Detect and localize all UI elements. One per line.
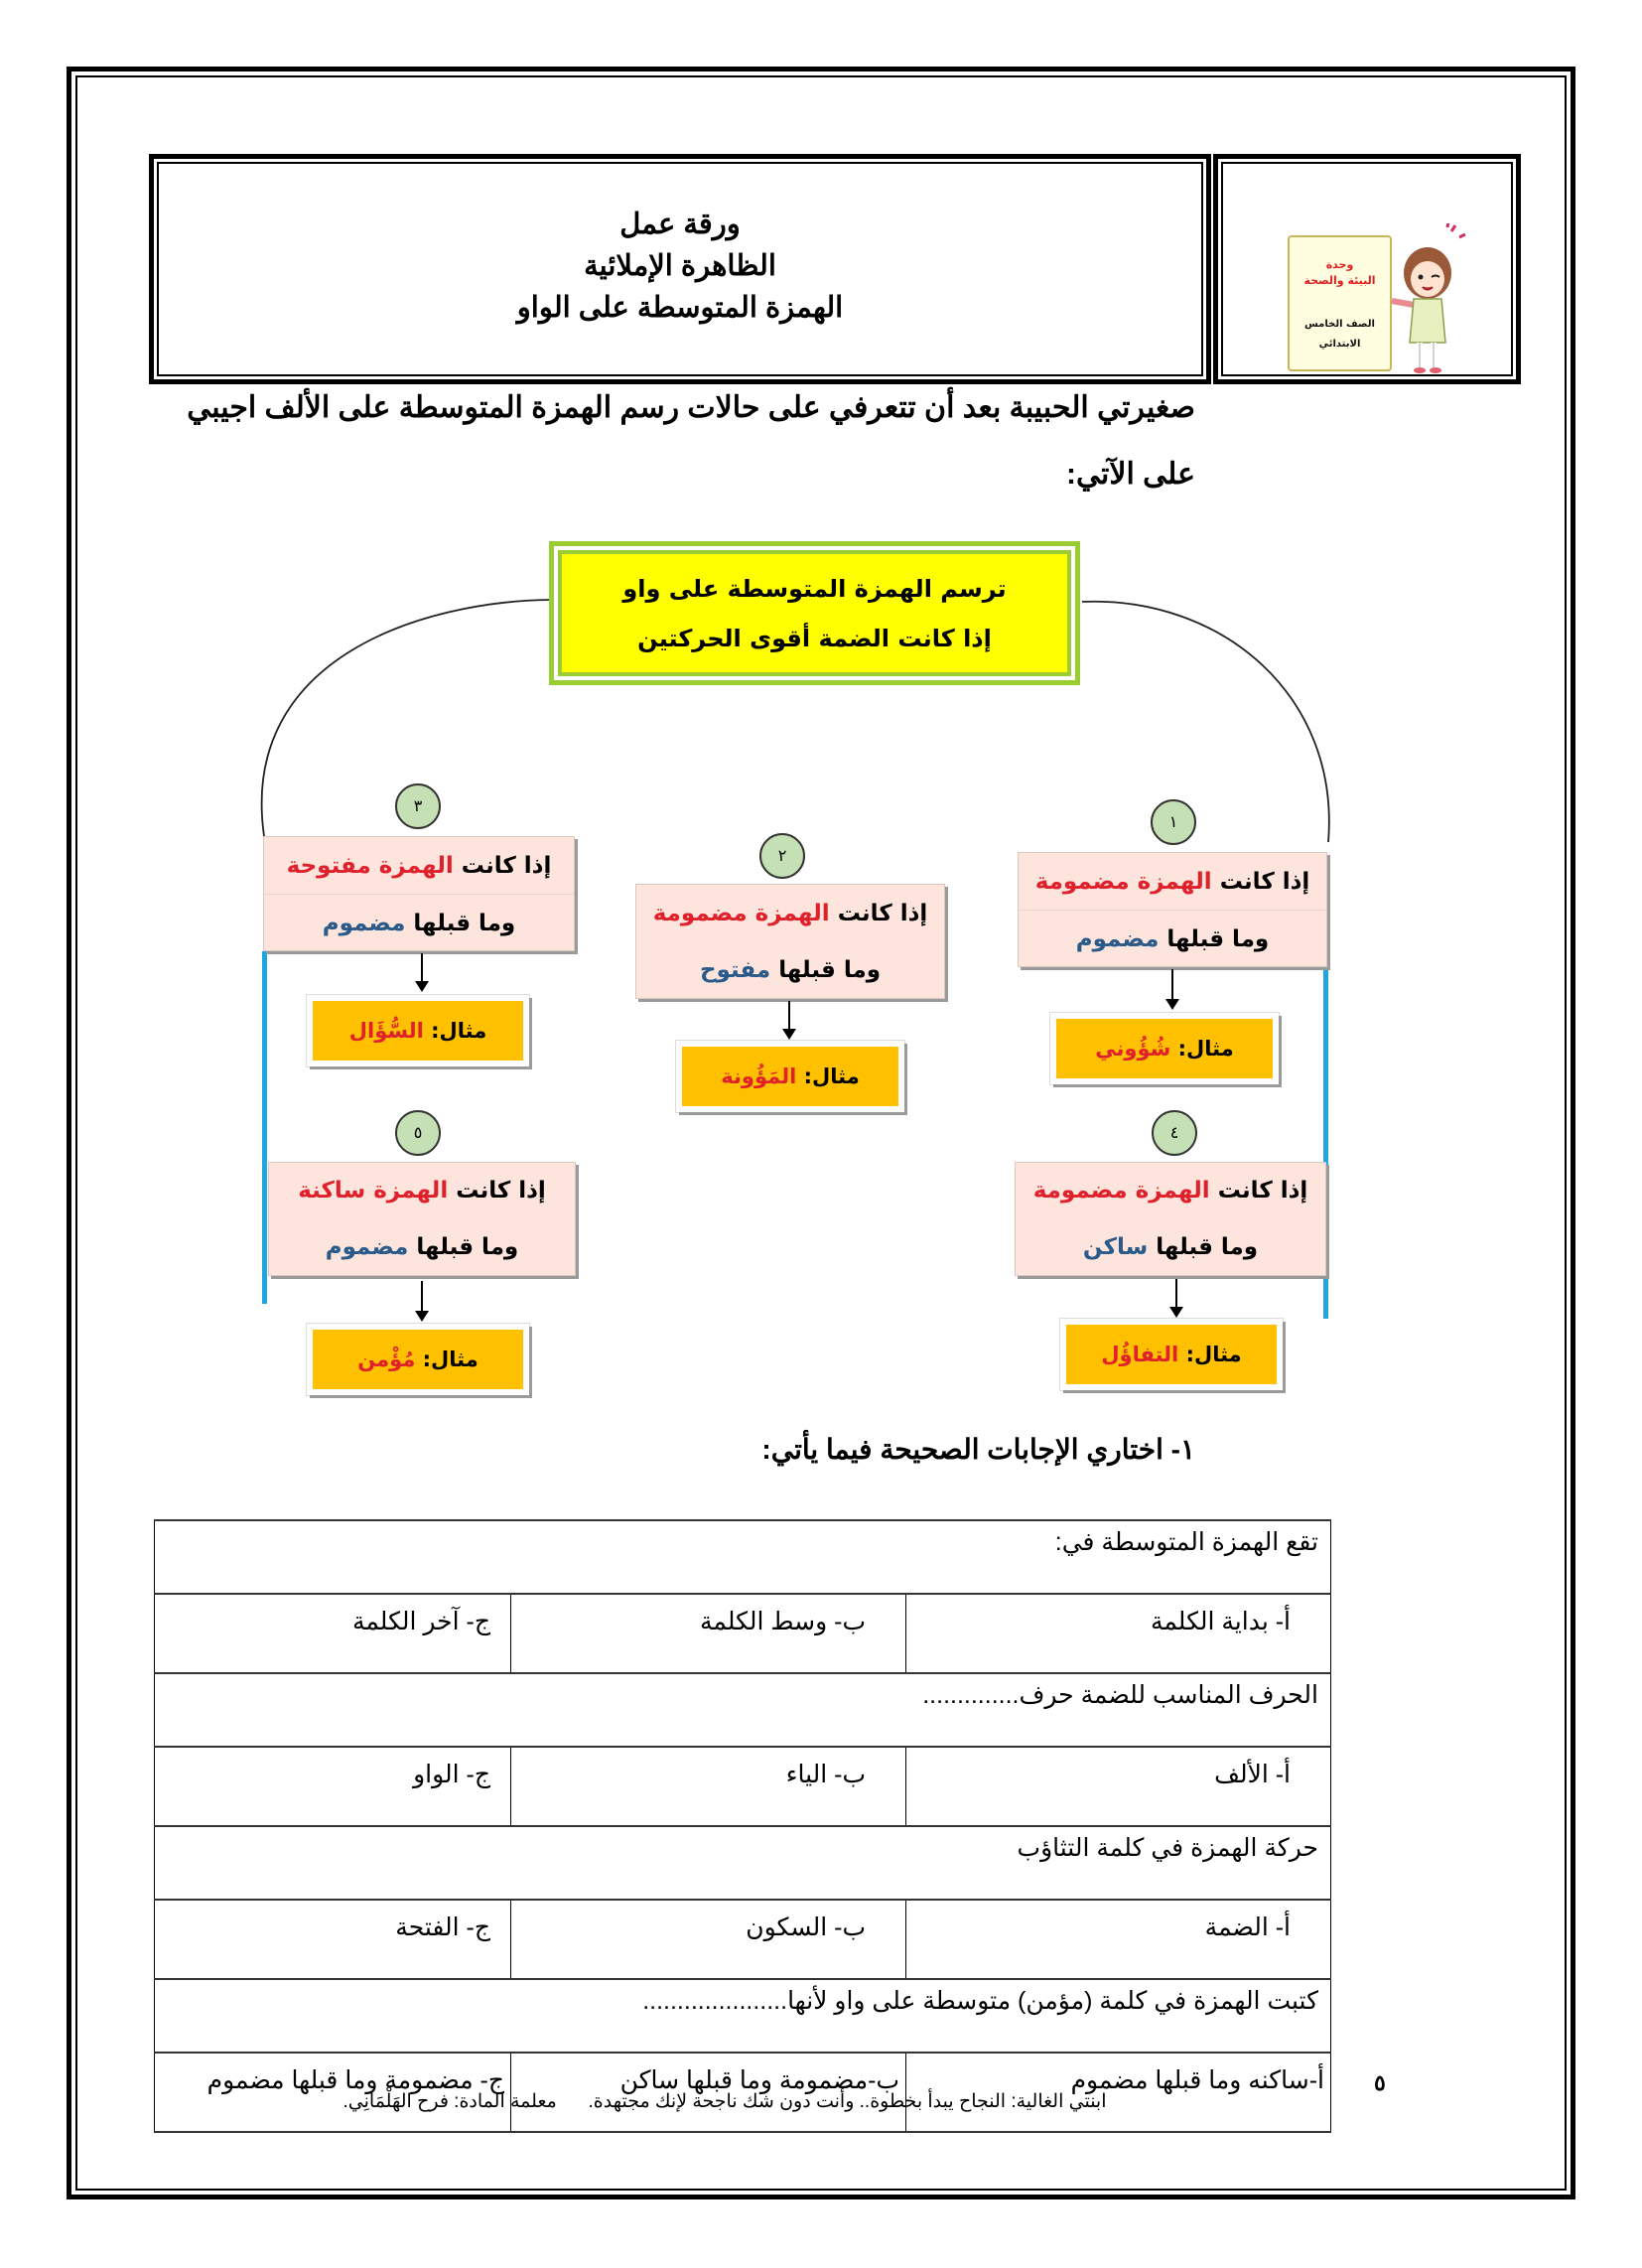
rule-prefix: إذا كانت (1217, 1178, 1308, 1205)
intro-line-1: صغيرتي الحبيبة بعد أن تتعرفي على حالات رسم الهمزة المتوسطة على الألف اجيبي (187, 391, 1195, 424)
example-word: شُؤُوني (1095, 1037, 1171, 1061)
case-2-rule-box (635, 884, 945, 999)
arrow-down-icon (1165, 999, 1179, 1010)
preceding-state: مضموم (322, 910, 406, 936)
question-text: كتبت الهمزة في كلمة (مؤمن) متوسطة على واو لأنها..................... (155, 1979, 1331, 2053)
grade-level: الابتدائي (1318, 339, 1361, 350)
hamza-state: الهمزة مضمومة (652, 900, 830, 926)
unit-label: وحدة (1325, 258, 1354, 271)
preceding-state: ساكن (1082, 1233, 1149, 1260)
options-row (155, 1594, 1331, 1673)
example-word: التفاؤُل (1101, 1343, 1179, 1366)
option-c[interactable]: ج- الواو (155, 1747, 511, 1826)
case-2-arrow (788, 1001, 790, 1031)
topic-title: الظاهرة الإملائية (584, 250, 776, 282)
option-a[interactable]: أ- الألف (906, 1747, 1331, 1826)
lesson-title: الهمزة المتوسطة على الواو (516, 292, 844, 324)
multiple-choice-table (154, 1519, 1331, 2133)
teacher-credit: معلمة المادة: فرح الهَلْمَانِي. (342, 2091, 557, 2112)
hamza-state: الهمزة ساكنة (298, 1178, 449, 1205)
question-row (155, 1979, 1331, 2053)
option-c[interactable]: ج- آخر الكلمة (155, 1594, 511, 1673)
question-row (155, 1673, 1331, 1747)
case-4-number-badge: ٤ (1152, 1110, 1197, 1156)
rule-before-prefix: وما قبلها (1166, 925, 1270, 952)
case-2-example-box (676, 1041, 904, 1112)
exercise-heading: ١- اختاري الإجابات الصحيحة فيما يأتي: (761, 1434, 1195, 1465)
example-label: مثال: (1177, 1037, 1234, 1061)
footer-note (199, 2090, 1251, 2113)
hamza-state: الهمزة مفتوحة (286, 852, 454, 879)
intro-line-2: على الآتي: (1066, 458, 1195, 491)
option-b[interactable]: ب-مضمومة وما قبلها ساكن (511, 2053, 906, 2132)
preceding-state: مفتوح (699, 956, 771, 983)
question-text: الحرف المناسب للضمة حرف.............. (155, 1673, 1331, 1747)
example-label: مثال: (803, 1064, 860, 1088)
case-3-rule-box (263, 836, 575, 951)
question-row (155, 1520, 1331, 1594)
rule-prefix: إذا كانت (461, 852, 552, 879)
example-word: المَؤُونة (721, 1064, 797, 1088)
case-1-arrow (1171, 969, 1173, 1001)
hamza-state: الهمزة مضمومة (1034, 868, 1212, 895)
case-2-number-badge: ٢ (759, 833, 805, 879)
hamza-state: الهمزة مضمومة (1032, 1178, 1210, 1205)
case-3-number-badge: ٣ (395, 783, 441, 829)
footer-message: ابنتي الغالية: النجاح يبدأ بخطوة.. وأنت دون شك ناجحة لإنك مجتهدة. (588, 2091, 1107, 2112)
right-arc (1082, 602, 1329, 842)
option-a[interactable]: أ- الضمة (906, 1900, 1331, 1979)
case-1-rule-box (1018, 852, 1327, 967)
main-rule-line-1: ترسم الهمزة المتوسطة على واو (622, 575, 1007, 603)
arrow-down-icon (1169, 1307, 1183, 1318)
question-text: تقع الهمزة المتوسطة في: (155, 1520, 1331, 1594)
grade-label: الصف الخامس (1304, 319, 1375, 330)
case-5-rule-box (268, 1162, 576, 1276)
option-b[interactable]: ب- وسط الكلمة (511, 1594, 906, 1673)
option-c[interactable]: ج- الفتحة (155, 1900, 511, 1979)
preceding-state: مضموم (325, 1233, 409, 1260)
case-1-number-badge: ١ (1151, 799, 1196, 845)
options-row (155, 1900, 1331, 1979)
main-rule-line-2: إذا كانت الضمة أقوى الحركتين (637, 625, 992, 652)
option-b[interactable]: ب- الياء (511, 1747, 906, 1826)
rule-prefix: إذا كانت (456, 1178, 546, 1205)
rule-prefix: إذا كانت (837, 900, 928, 926)
example-word: مُؤْمن (357, 1347, 416, 1371)
unit-name: البيئة والصحة (1303, 274, 1376, 287)
arrow-down-icon (415, 981, 429, 992)
left-blue-connector (262, 951, 267, 1304)
rule-prefix: إذا كانت (1219, 868, 1310, 895)
example-label: مثال: (422, 1347, 479, 1371)
example-word: السُّؤَال (348, 1019, 424, 1043)
case-3-arrow (421, 953, 423, 983)
option-a[interactable]: أ- بداية الكلمة (906, 1594, 1331, 1673)
case-5-number-badge: ٥ (395, 1110, 441, 1156)
rule-before-prefix: وما قبلها (413, 910, 516, 936)
case-5-example-box (307, 1324, 529, 1395)
case-5-arrow (421, 1281, 423, 1313)
arrow-down-icon (415, 1311, 429, 1322)
option-b[interactable]: ب- السكون (511, 1900, 906, 1979)
worksheet-title: ورقة عمل (619, 209, 741, 240)
example-label: مثال: (431, 1019, 487, 1043)
question-text: حركة الهمزة في كلمة التثاؤب (155, 1826, 1331, 1900)
main-rule-box (549, 541, 1080, 685)
case-1-example-box (1050, 1013, 1279, 1084)
option-c[interactable]: ج- مضمومة وما قبلها مضموم (155, 2053, 511, 2132)
rule-before-prefix: وما قبلها (778, 956, 882, 983)
case-4-arrow (1175, 1279, 1177, 1309)
rule-before-prefix: وما قبلها (416, 1233, 519, 1260)
case-4-example-box (1060, 1319, 1283, 1390)
case-4-rule-box (1015, 1162, 1326, 1276)
preceding-state: مضموم (1075, 925, 1160, 952)
option-a[interactable]: أ-ساكنه وما قبلها مضموم (906, 2053, 1331, 2132)
question-row (155, 1826, 1331, 1900)
arrow-down-icon (782, 1029, 796, 1040)
example-label: مثال: (1185, 1343, 1242, 1366)
options-row (155, 1747, 1331, 1826)
page-number: ٥ (1374, 2070, 1386, 2095)
case-3-example-box (307, 995, 529, 1066)
rule-before-prefix: وما قبلها (1156, 1233, 1259, 1260)
